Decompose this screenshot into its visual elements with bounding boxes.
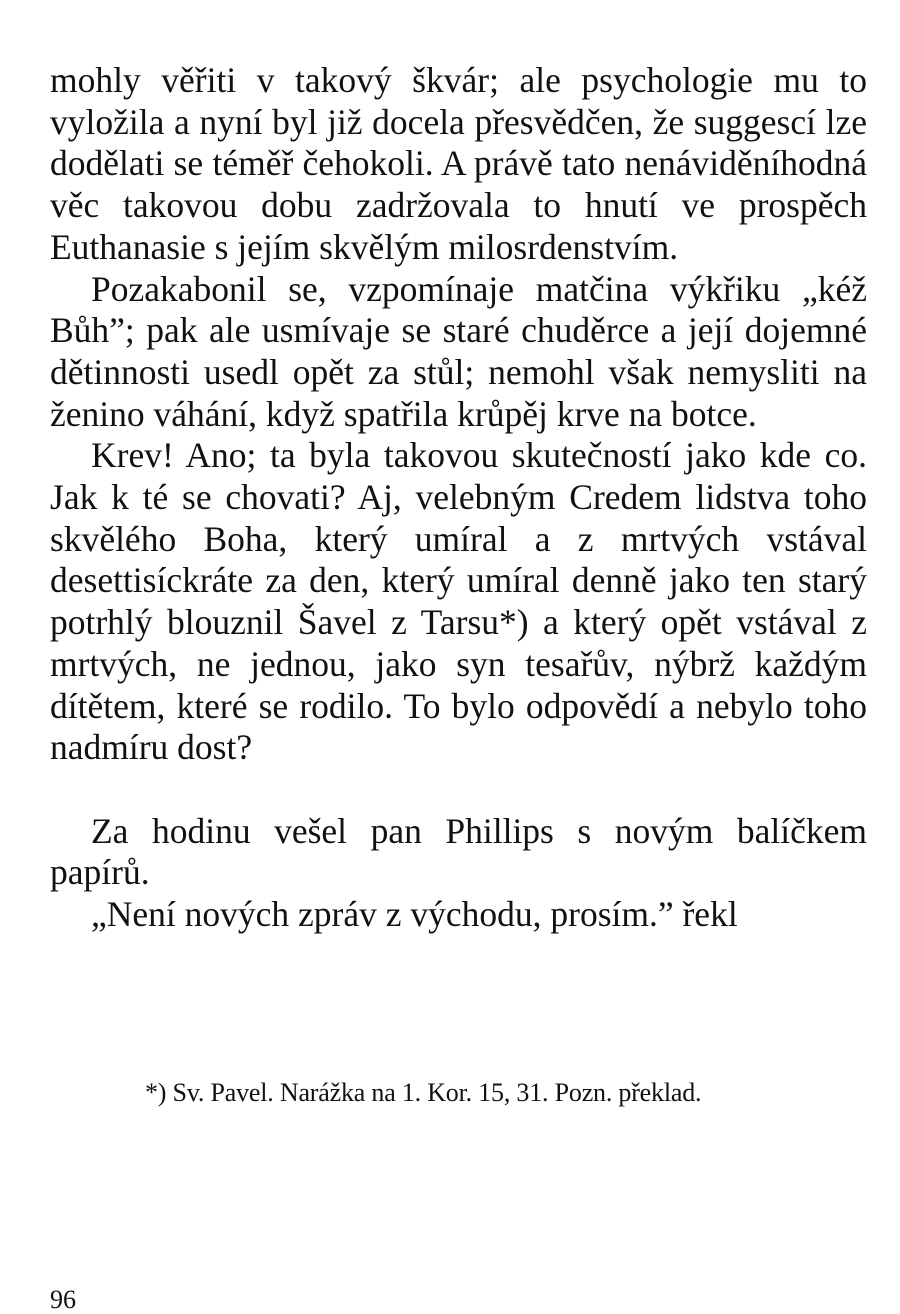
paragraph-continuation: mohly věřiti v takový škvár; ale psychologie mu to vyložila a nyní byl již docela přesvědčen, že suggescí lze dodělati se téměř čehokoli. A právě tato nenáviděníhodná věc takovou dobu zadržovala to hnutí ve prospěch Euthanasie s jejím skvělým milosrdenstvím. <box>50 60 867 267</box>
paragraph-pozakabonil: Pozakabonil se, vzpomínaje matčina výkřiku „kéž Bůh”; pak ale usmívaje se staré chuděrce a její dojemné dětinnosti usedl opět za stůl; nemohl však nemysliti na ženino váhání, když spatřila krůpěj krve na botce. <box>50 268 867 434</box>
paragraph-krev: Krev! Ano; ta byla takovou skutečností jako kde co. Jak k té se chovati? Aj, velebným Credem lidstva toho skvělého Boha, který umíral a z mrtvých vstával desettisíckráte za den, který umíral denně jako ten starý potrhlý blouznil Šavel z Tarsu*) a který opět vstával z mrtvých, ne jednou, jako syn tesařův, nýbrž každým dítětem, které se rodilo. To bylo odpovědí a nebylo toho nadmíru dost? <box>50 435 867 768</box>
footnote: *) Sv. Pavel. Narážka na 1. Kor. 15, 31. Pozn. překlad. <box>145 1078 702 1107</box>
page-number: 96 <box>50 1285 76 1314</box>
section-break <box>50 769 867 811</box>
page-body <box>50 60 867 936</box>
paragraph-phillips: Za hodinu vešel pan Phillips s novým balíčkem papírů. <box>50 810 867 893</box>
paragraph-dialogue: „Není nových zpráv z východu, prosím.” řekl <box>91 894 738 935</box>
